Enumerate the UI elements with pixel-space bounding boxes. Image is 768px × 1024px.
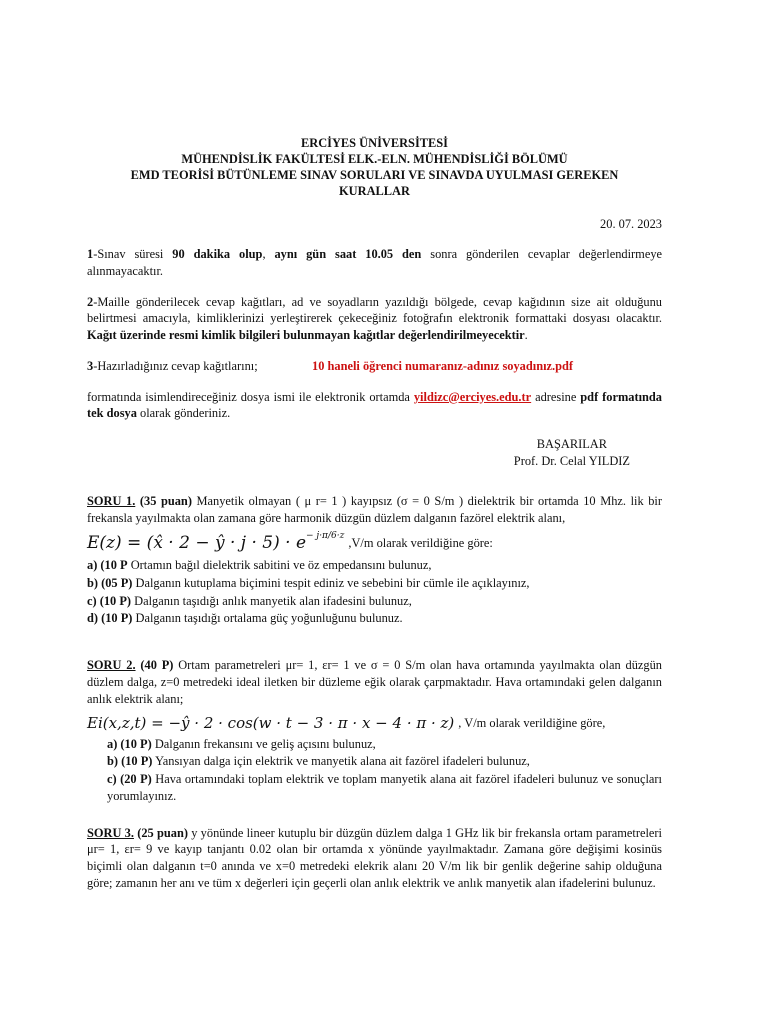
exam-title-cont: KURALLAR	[339, 184, 410, 199]
exam-document	[87, 135, 662, 892]
rule-text: adresine	[531, 389, 581, 404]
rule-3-cont	[87, 389, 662, 422]
item-text: Dalganın kutuplama biçimini tespit ediniz ve sebebini bir cümle ile açıklayınız,	[132, 575, 530, 590]
question-title: SORU 2.	[87, 658, 136, 673]
question-3	[87, 825, 662, 892]
item-text: Dalganın taşıdığı anlık manyetik alan ifadesini bulunuz,	[131, 593, 412, 608]
formula-expression: E(z) = (x̂ · 2 − ŷ · j · 5) · e	[87, 533, 306, 554]
question-2	[87, 657, 662, 804]
formula-suffix: ,V/m olarak verildiğine göre:	[348, 536, 493, 551]
item-text: Ortamın bağıl dielektrik sabitini ve öz empedansını bulunuz,	[127, 558, 432, 573]
question-intro: Manyetik olmayan ( μ r= 1 ) kayıpsız (σ = 0 S/m ) dielektrik bir ortamda 10 Mhz. lik bir frekansla yayılmakta olan zamana göre harmonik düzgün düzlem dalganın fazörel elektrik alanı,	[87, 493, 662, 525]
question-item	[87, 610, 662, 627]
professor-name: Prof. Dr. Celal YILDIZ	[513, 454, 630, 469]
rule-text: olarak gönderiniz.	[136, 406, 231, 421]
exam-date: 20. 07. 2023	[600, 216, 662, 231]
item-text: Dalganın frekansını ve geliş açısını bulunuz,	[151, 736, 376, 751]
question-item	[87, 557, 662, 574]
rule-number: 3	[87, 358, 94, 373]
rule-text: -Hazırladığınız cevap kağıtlarını;	[93, 358, 258, 373]
question-formula	[87, 713, 662, 733]
question-item	[87, 736, 662, 753]
rule-1	[87, 246, 662, 279]
rule-3	[87, 358, 662, 375]
document-header	[87, 135, 662, 200]
question-item	[87, 771, 662, 804]
item-label: a) (10 P)	[107, 736, 152, 751]
question-item	[87, 593, 662, 610]
rule-bold: Kağıt üzerinde resmi kimlik bilgileri bulunmayan kağıtlar değerlendirilmeyecektir	[87, 328, 525, 343]
rule-text: ,	[262, 247, 275, 262]
question-title: SORU 1.	[87, 493, 136, 508]
formula-suffix: , V/m olarak verildiğine göre,	[458, 716, 606, 731]
question-points: (25 puan)	[133, 825, 188, 840]
item-label: c) (20 P)	[107, 772, 152, 787]
item-label: b) (10 P)	[107, 754, 153, 769]
item-text: Hava ortamındaki toplam elektrik ve toplam manyetik alana ait fazörel ifadeleri bulunuz ve sonuçları yorumlayınız.	[107, 772, 662, 803]
rule-bold: pdf formatında tek dosya	[87, 389, 663, 421]
signature-block	[87, 436, 662, 471]
rule-text: .	[524, 328, 528, 343]
rule-text: -Maille gönderilecek cevap kağıtları, ad ve soyadların yazıldığı bölgede, cevap kağıdının size ait olduğunu belirtmesi amacıyla, kimliklerinizi yerleştirerek çekeceğiniz fotoğrafın elektronik formattaki dosyası olacaktır.	[87, 294, 662, 326]
item-label: c) (10 P)	[87, 593, 132, 608]
formula-expression: Ei(x,z,t) = −ŷ · 2 · cos(w · t − 3 · π · x − 4 · π · z)	[87, 714, 455, 733]
rule-2	[87, 294, 662, 344]
question-intro: Ortam parametreleri μr= 1, εr= 1 ve σ = 0 S/m olan hava ortamında yayılmakta olan düzgün düzlem dalga, z=0 metredeki ideal iletken bir düzleme eğik olarak çarpmaktadır. Hava ortamındaki gelen dalganın anlık elektrik alanı;	[87, 658, 662, 706]
question-item	[87, 753, 662, 770]
item-text: Dalganın taşıdığı ortalama güç yoğunluğunu bulunuz.	[132, 611, 403, 626]
question-1	[87, 493, 662, 627]
university-name: ERCİYES ÜNİVERSİTESİ	[300, 136, 449, 150]
question-points: (40 P)	[135, 658, 174, 673]
rule-text: formatında isimlendireceğiniz dosya ismi ile elektronik ortamda	[87, 389, 414, 404]
item-label: a) (10 P	[87, 558, 128, 573]
rule-text: -Sınav süresi	[93, 247, 173, 262]
item-label: d) (10 P)	[87, 611, 133, 626]
item-text: Yansıyan dalga için elektrik ve manyetik alana ait fazörel ifadeleri bulunuz,	[152, 754, 530, 769]
item-label: b) (05 P)	[87, 575, 133, 590]
rule-number: 1	[87, 247, 94, 262]
question-title: SORU 3.	[87, 825, 134, 840]
exam-title: EMD TEORİSİ BÜTÜNLEME SINAV SORULARI VE SINAVDA UYULMASI GEREKEN	[130, 168, 619, 183]
rule-bold: aynı gün saat 10.05 den	[274, 247, 422, 262]
good-luck-text: BAŞARILAR	[536, 437, 608, 452]
question-points: (35 puan)	[135, 493, 192, 508]
rule-bold: 90 dakika olup	[172, 247, 263, 262]
rule-number: 2	[87, 294, 94, 309]
rule-text: sonra gönderilen cevaplar değerlendirmeye alınmayacaktır.	[87, 247, 663, 278]
faculty-department: MÜHENDİSLİK FAKÜLTESİ ELK.-ELN. MÜHENDİSLİĞİ BÖLÜMÜ	[181, 152, 568, 167]
filename-format: 10 haneli öğrenci numaranız-adınız soyadınız.pdf	[312, 358, 574, 373]
email-link[interactable]: yildizc@erciyes.edu.tr	[413, 389, 532, 404]
question-formula	[87, 532, 662, 555]
question-text: y yönünde lineer kutuplu bir düzgün düzlem dalga 1 GHz lik bir frekansla ortam parametreleri μr= 1, εr= 9 ve kayıp tanjantı 0.02 olan bir ortamda x yönünde yayılmaktadır. Zamana göre değişimi kosinüs biçimli olan dalganın t=0 anında ve x=0 metredeki elekrik alanı 20 V/m lik bir genlik değerine sahip olduğuna göre; zamanın her anı ve tüm x değerleri için geçerli olan anlık elektrik ve anlık manyetik alan ifadelerini bulunuz.	[87, 825, 662, 890]
question-item	[87, 575, 662, 592]
formula-exponent: − j·π/6·z	[306, 530, 345, 541]
